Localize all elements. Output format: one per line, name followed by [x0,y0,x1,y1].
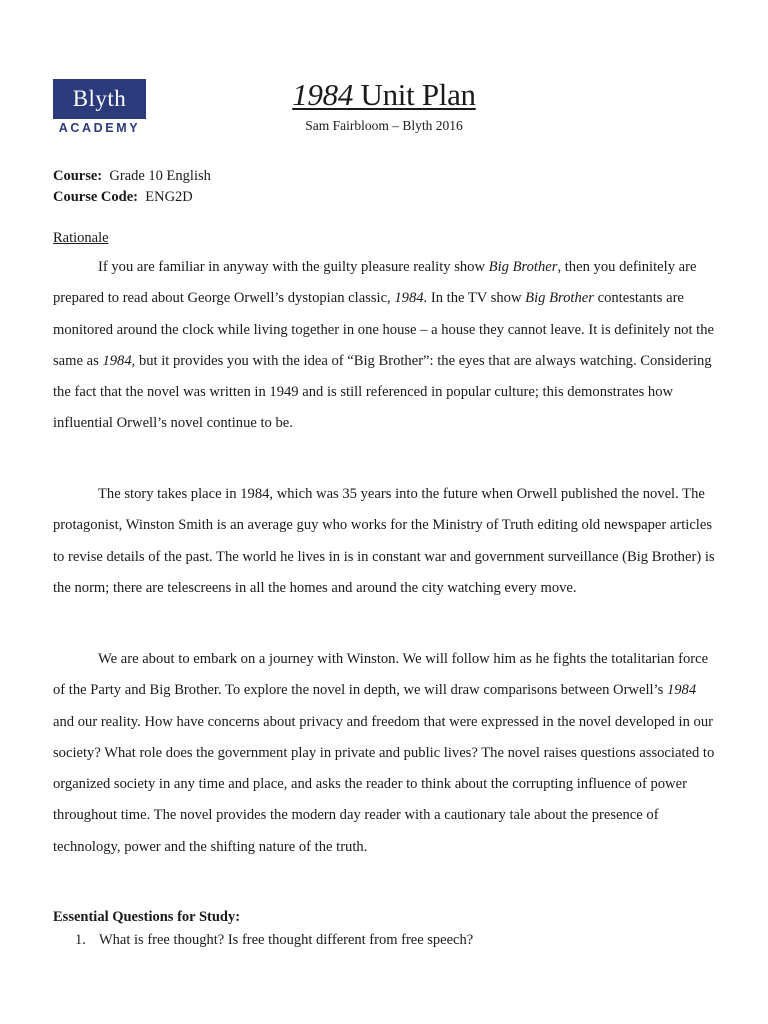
essential-questions-heading: Essential Questions for Study: [53,909,241,925]
rationale-heading: Rationale [53,230,109,246]
course-code-label: Course Code: [53,189,138,205]
rationale-paragraph-1: If you are familiar in anyway with the guilty pleasure reality show Big Brother, then you definitely are prepared to read about George Orwell’s dystopian classic, 1984. In the TV show Big Brother contestants are monitored around the clock while living together in one house – a house they cannot leave. It is definitely not the same as 1984, but it provides you with the idea of “Big Brother”: the eyes that are always watching. Considering the fact that the novel was written in 1949 and is still referenced in popular culture; this demonstrates how influential Orwell’s novel continue to be. [53,259,715,432]
rationale-paragraph-3: We are about to embark on a journey with Winston. We will follow him as he fights the totalitarian force of the Party and Big Brother. To explore the novel in depth, we will draw comparisons between Orwell’s 1984 and our reality. How have concerns about privacy and freedom that were expressed in the novel developed in our society? What role does the government play in private and public lives? The novel raises questions associated to organized society in any time and place, and asks the reader to think about the corrupting influence of power throughout time. The novel provides the modern day reader with a cautionary tale about the presence of technology, power and the shifting nature of the truth. [53,651,715,855]
course-info [53,166,211,208]
title-italic: 1984 [292,77,354,112]
course-value: Grade 10 English [109,168,211,184]
course-line [53,166,211,187]
title-rest: Unit Plan [353,77,476,112]
page-title [0,77,768,113]
essential-questions-list [53,932,473,949]
rationale-paragraph-2: The story takes place in 1984, which was 35 years into the future when Orwell published the novel. The protagonist, Winston Smith is an average guy who works for the Ministry of Truth editing old newspaper articles to revise details of the past. The world he lives in is in constant war and government surveillance (Big Brother) is the norm; there are telescreens in all the homes and around the city watching every move. [53,486,715,596]
page-subtitle: Sam Fairbloom – Blyth 2016 [305,118,463,133]
list-item [53,932,473,949]
course-code-line [53,187,211,208]
course-code-value: ENG2D [145,189,193,205]
list-item-text: What is free thought? Is free thought different from free speech? [99,932,474,948]
logo-wordmark: Blyth [72,86,127,111]
list-item-number: 1. [75,932,86,948]
logo-subtitle: ACADEMY [58,121,141,135]
course-label: Course: [53,168,103,184]
